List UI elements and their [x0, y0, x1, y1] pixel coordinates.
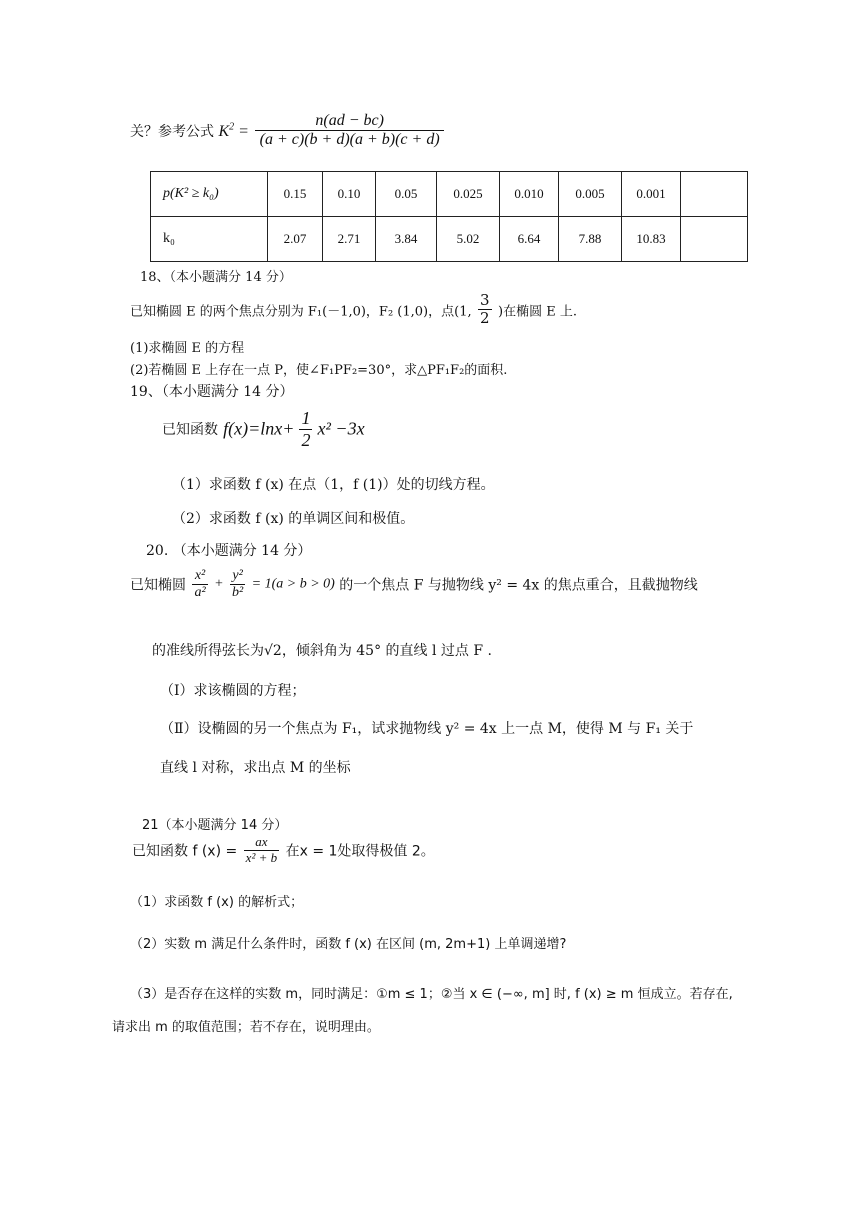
q21-part3a: （3）是否存在这样的实数 m，同时满足：①m ≤ 1；②当 x ∈ (−∞, m] 时, f (x) ≥ m 恒成立。若存在,	[130, 987, 733, 1002]
k-squared-formula	[255, 112, 444, 150]
q18-part2: (2)若椭圆 E 上存在一点 P，使∠F₁PF₂=30°，求△PF₁F₂的面积.	[130, 363, 508, 378]
q19-fraction-denominator: 2	[301, 429, 311, 450]
q19-stem-prefix: 已知函数	[162, 422, 218, 439]
q20-x-fraction-denominator: a²	[194, 585, 206, 601]
table-cell: 0.15	[268, 172, 323, 217]
q20-part1: （Ⅰ）求该椭圆的方程；	[160, 683, 306, 699]
q19-fraction	[299, 408, 312, 450]
q20-part2b: 直线 l 对称，求出点 M 的坐标	[160, 760, 351, 776]
q20-y-fraction-denominator: b²	[232, 585, 244, 601]
q20-y-fraction	[230, 568, 245, 601]
q18-fraction-denominator: 2	[480, 309, 490, 328]
table-row	[151, 217, 748, 262]
q21-fraction-denominator: x² + b	[245, 849, 278, 865]
q21-stem-rest: 在x = 1处取得极值 2。	[285, 843, 435, 860]
q19-part1: （1）求函数 f (x) 在点（1，f (1)）处的切线方程。	[172, 477, 495, 493]
formula-lhs: $K^2$ =	[218, 121, 249, 140]
formula-numerator: n(ad − bc)	[255, 112, 444, 131]
q20-y-fraction-numerator: y²	[230, 568, 245, 585]
q20-line2: 的准线所得弦长为√2，倾斜角为 45° 的直线 l 过点 F .	[152, 643, 492, 659]
formula-line	[130, 112, 446, 150]
formula-denominator: (a + c)(b + d)(a + b)(c + d)	[259, 131, 440, 149]
q19-fraction-numerator: 1	[301, 408, 311, 428]
q21-fraction-numerator: ax	[244, 835, 279, 851]
table-cell: 3.84	[376, 217, 437, 262]
table-cell: 2.71	[323, 217, 376, 262]
table-row	[151, 172, 748, 217]
q21-stem	[132, 835, 435, 866]
table-cell	[681, 172, 748, 217]
critical-value-table	[150, 171, 748, 262]
q19-stem	[162, 408, 365, 450]
table-cell: 10.83	[622, 217, 681, 262]
q20-heading: 20. （本小题满分 14 分）	[146, 543, 312, 559]
table-cell: 0.05	[376, 172, 437, 217]
q21-stem-prefix: 已知函数 f (x) =	[132, 843, 238, 860]
table-cell: 0.10	[323, 172, 376, 217]
q20-x-fraction	[192, 568, 207, 601]
table-cell	[681, 217, 748, 262]
q20-stem-rest: 的一个焦点 F 与抛物线 y² = 4x 的焦点重合，且截抛物线	[339, 577, 698, 594]
table-cell: 0.010	[500, 172, 559, 217]
q19-heading: 19、（本小题满分 14 分）	[130, 384, 294, 400]
q20-eq-tail: = 1(a > b > 0)	[251, 576, 335, 592]
q20-part2a: （Ⅱ）设椭圆的另一个焦点为 F₁，试求抛物线 y² = 4x 上一点 M，使得 M 与 F₁ 关于	[160, 721, 694, 737]
table-row-label: p(K² ≥ k₀)	[151, 172, 268, 217]
table-cell: 0.001	[622, 172, 681, 217]
q21-part2: （2）实数 m 满足什么条件时，函数 f (x) 在区间 (m, 2m+1) 上单调递增?	[130, 937, 567, 952]
q18-heading: 18、（本小题满分 14 分）	[140, 270, 292, 285]
q21-part3b: 请求出 m 的取值范围；若不存在，说明理由。	[112, 1020, 380, 1035]
q18-stem	[130, 292, 577, 328]
plus-sign: +	[214, 576, 224, 592]
q18-fraction-numerator: 3	[480, 291, 490, 309]
q19-function: f(x)=lnx+	[223, 418, 295, 439]
table-cell: 6.64	[500, 217, 559, 262]
table-cell: 2.07	[268, 217, 323, 262]
table-cell: 0.025	[437, 172, 500, 217]
table-cell: 0.005	[559, 172, 622, 217]
formula-prefix: 关？参考公式	[130, 123, 214, 140]
q19-function-tail: x² −3x	[317, 418, 365, 439]
q18-stem-a: 已知椭圆 E 的两个焦点分别为 F₁(－1,0)，F₂ (1,0)，点(1,	[130, 304, 472, 320]
q21-part1: （1）求函数 f (x) 的解析式；	[130, 895, 304, 910]
q18-fraction	[478, 292, 492, 328]
q20-stem	[130, 568, 698, 601]
table-cell: 7.88	[559, 217, 622, 262]
q18-part1: (1)求椭圆 E 的方程	[130, 341, 245, 356]
q18-stem-b: )在椭圆 E 上.	[498, 304, 578, 320]
q21-fraction	[244, 835, 279, 866]
table-cell: 5.02	[437, 217, 500, 262]
q20-x-fraction-numerator: x²	[192, 568, 207, 585]
q21-heading: 21（本小题满分 14 分）	[142, 818, 288, 833]
table-row-label: k₀	[151, 217, 268, 262]
q19-part2: （2）求函数 f (x) 的单调区间和极值。	[172, 511, 415, 527]
q20-stem-prefix: 已知椭圆	[130, 577, 186, 594]
